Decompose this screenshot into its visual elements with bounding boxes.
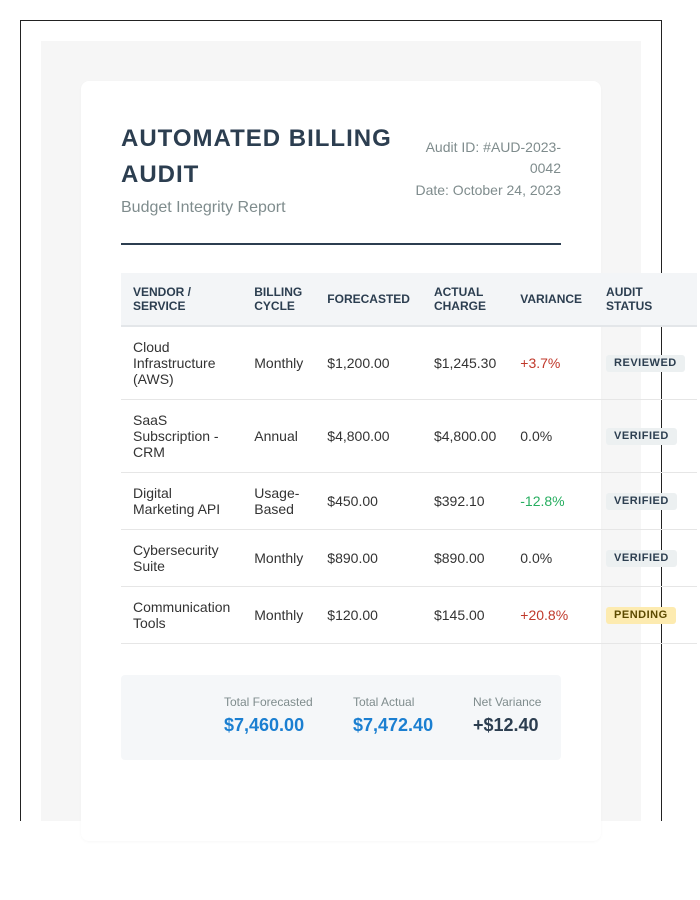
forecasted-cell: $890.00	[315, 529, 422, 586]
variance-cell: -12.8%	[508, 472, 594, 529]
audit-table	[121, 273, 697, 644]
col-header-actual: ACTUAL CHARGE	[422, 273, 508, 326]
forecasted-cell: $4,800.00	[315, 399, 422, 472]
actual-cell: $890.00	[422, 529, 508, 586]
variance-cell: 0.0%	[508, 399, 594, 472]
net-variance-label: Net Variance	[473, 695, 542, 709]
table-row	[121, 472, 697, 529]
vendor-cell: Cybersecurity Suite	[121, 529, 242, 586]
actual-cell: $1,245.30	[422, 326, 508, 399]
status-cell	[594, 472, 697, 529]
table-row	[121, 399, 697, 472]
forecasted-cell: $120.00	[315, 586, 422, 643]
status-badge: VERIFIED	[606, 493, 677, 510]
status-cell	[594, 529, 697, 586]
summary-panel	[121, 675, 561, 760]
status-badge: REVIEWED	[606, 355, 685, 372]
cycle-cell: Monthly	[242, 529, 315, 586]
vendor-cell: Communication Tools	[121, 586, 242, 643]
cycle-cell: Usage-Based	[242, 472, 315, 529]
forecasted-cell: $1,200.00	[315, 326, 422, 399]
report-subtitle: Budget Integrity Report	[121, 199, 286, 216]
net-variance	[473, 695, 541, 736]
total-forecasted	[224, 695, 313, 736]
variance-cell: +3.7%	[508, 326, 594, 399]
report-header	[121, 121, 561, 245]
vendor-cell: Cloud Infrastructure (AWS)	[121, 326, 242, 399]
total-forecasted-label: Total Forecasted	[224, 695, 313, 709]
table-row	[121, 326, 697, 399]
status-cell	[594, 399, 697, 472]
report-card	[81, 81, 677, 841]
actual-cell: $4,800.00	[422, 399, 508, 472]
audit-date: Date: October 24, 2023	[415, 182, 561, 198]
audit-id: Audit ID: #AUD-2023-0042	[425, 139, 561, 176]
total-forecasted-value: $7,460.00	[224, 715, 305, 735]
vendor-cell: SaaS Subscription - CRM	[121, 399, 242, 472]
table-header-row	[121, 273, 697, 326]
page-background	[41, 41, 677, 821]
report-title: AUTOMATED BILLING AUDIT	[121, 125, 392, 188]
status-cell	[594, 326, 697, 399]
total-actual	[353, 695, 433, 736]
document-frame	[20, 20, 677, 821]
col-header-status: AUDIT STATUS	[594, 273, 697, 326]
col-header-forecasted: FORECASTED	[315, 273, 422, 326]
table-row	[121, 586, 697, 643]
vendor-cell: Digital Marketing API	[121, 472, 242, 529]
actual-cell: $145.00	[422, 586, 508, 643]
total-actual-value: $7,472.40	[353, 715, 434, 735]
net-variance-value: +$12.40	[473, 715, 539, 735]
report-meta	[411, 137, 561, 202]
cycle-cell: Monthly	[242, 586, 315, 643]
table-row	[121, 529, 697, 586]
variance-cell: +20.8%	[508, 586, 594, 643]
cycle-cell: Monthly	[242, 326, 315, 399]
forecasted-cell: $450.00	[315, 472, 422, 529]
col-header-vendor: VENDOR / SERVICE	[121, 273, 242, 326]
status-cell	[594, 586, 697, 643]
status-badge: VERIFIED	[606, 428, 677, 445]
actual-cell: $392.10	[422, 472, 508, 529]
variance-cell: 0.0%	[508, 529, 594, 586]
status-badge: PENDING	[606, 607, 676, 624]
status-badge: VERIFIED	[606, 550, 677, 567]
cycle-cell: Annual	[242, 399, 315, 472]
col-header-variance: VARIANCE	[508, 273, 594, 326]
total-actual-label: Total Actual	[353, 695, 415, 709]
col-header-cycle: BILLING CYCLE	[242, 273, 315, 326]
